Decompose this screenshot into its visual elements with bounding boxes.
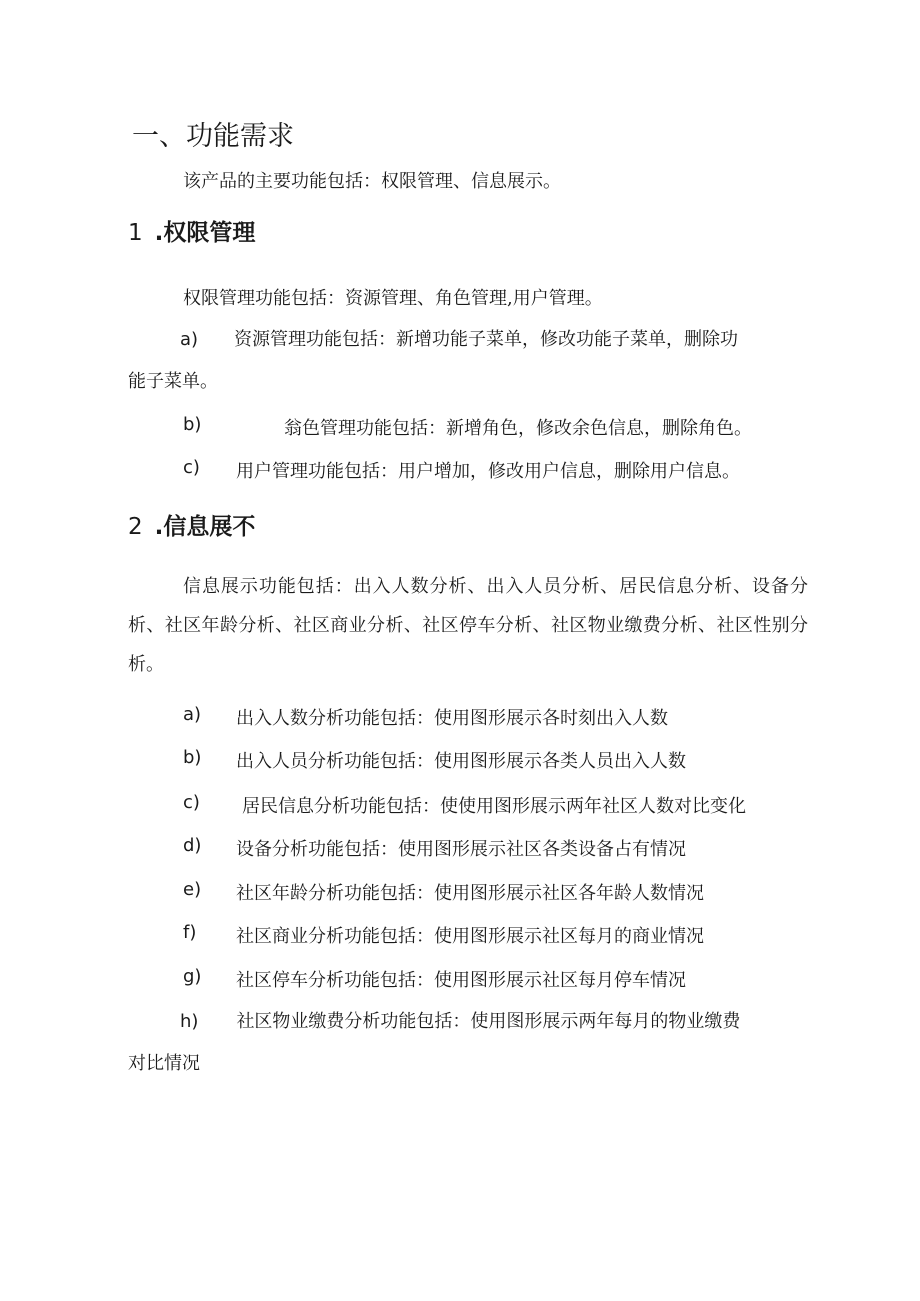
subsection-number: 2 [128,514,143,540]
item-label: e) [183,879,202,900]
item-label: f) [183,922,197,943]
list-item-h [128,1001,808,1085]
section-heading: 一、功能需求 [132,121,294,152]
info-display-summary: 信息展示功能包括：出入人数分析、出入人员分析、居民信息分析、设备分析、社区年龄分析、社区商业分析、社区停车分析、社区物业缴费分析、社区性别分析。 [128,576,808,675]
subsection-heading-info-display [128,508,255,541]
item-label: h) [180,1011,199,1032]
item-label: b) [183,414,202,435]
list-item-a-resource [128,319,808,403]
item-label: c) [183,792,200,813]
item-label: a) [183,704,202,725]
item-label: c) [183,457,200,478]
item-label: d) [183,835,202,856]
subsection-heading-permissions [128,214,255,247]
item-text: 用户管理功能包括：用户增加，修改用户信息，删除用户信息。 [236,461,740,482]
item-text: 设备分析功能包括：使用图形展示社区各类设备占有情况 [236,839,686,860]
subsection-title: .权限管理 [154,220,256,246]
intro-paragraph: 该产品的主要功能包括：权限管理、信息展示。 [183,171,561,192]
item-text: 居民信息分析功能包括：使使用图形展示两年社区人数对比变化 [242,796,746,817]
item-label: g) [183,966,202,987]
item-text-continued: 对比情况 [128,1053,200,1074]
item-text: 社区停车分析功能包括：使用图形展示社区每月停车情况 [236,970,686,991]
item-text: 社区年龄分析功能包括：使用图形展示社区各年龄人数情况 [236,883,704,904]
item-text: 出入人员分析功能包括：使用图形展示各类人员出入人数 [236,751,686,772]
item-text: 资源管理功能包括：新增功能子菜单，修改功能子菜单，删除功 [234,329,739,350]
item-label: b) [183,747,202,768]
permissions-summary: 权限管理功能包括：资源管理、角色管理,用户管理。 [183,288,603,309]
subsection-title: .信息展不 [154,514,256,540]
item-text-continued: 能子菜单。 [128,371,218,392]
item-text: 出入人数分析功能包括：使用图形展示各时刻出入人数 [236,708,668,729]
item-text: 翁色管理功能包括：新增角色，修改余色信息，删除角色。 [284,418,752,439]
item-text: 社区物业缴费分析功能包括：使用图形展示两年每月的物业缴费 [236,1011,741,1032]
item-text: 社区商业分析功能包括：使用图形展示社区每月的商业情况 [236,926,704,947]
subsection-number: 1 [128,220,143,246]
item-label: a) [180,329,199,350]
